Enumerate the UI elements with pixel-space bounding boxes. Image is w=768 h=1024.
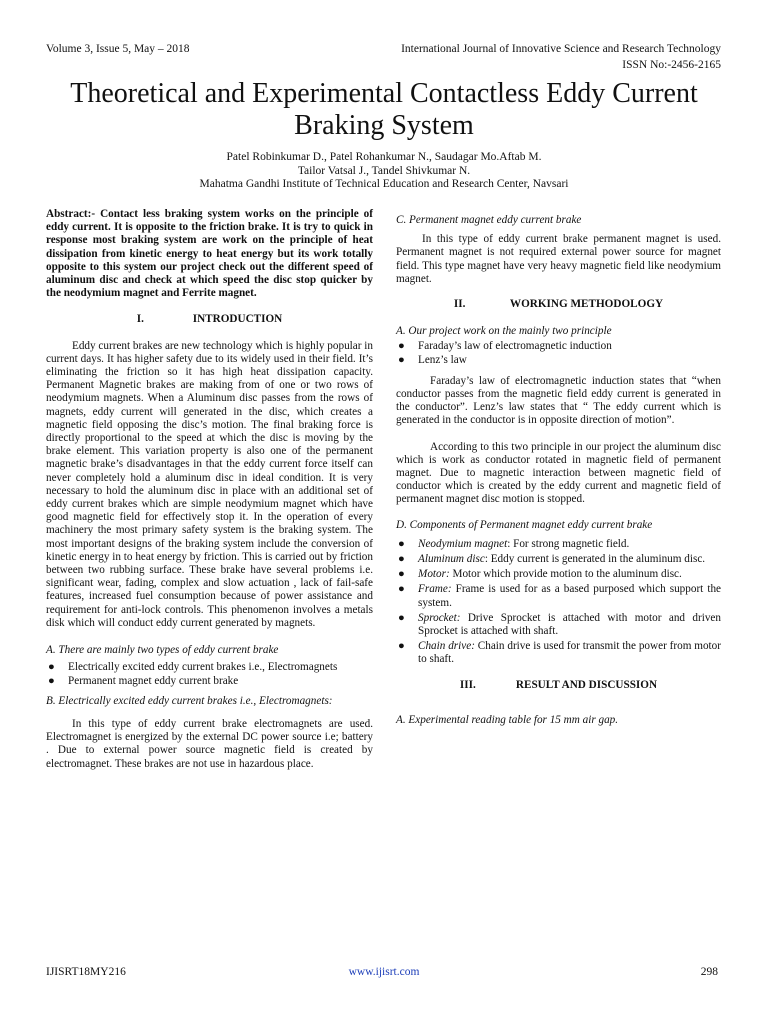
bullet-icon: ● (398, 568, 405, 581)
subsection-1b-heading: B. Electrically excited eddy current brakes i.e., Electromagnets: (46, 694, 333, 707)
list-item: ● Frame: Frame is used for as a based purposed which support the system. (398, 583, 721, 609)
bullet-icon: ● (48, 674, 55, 687)
list-item: ● Lenz’s law (398, 353, 467, 366)
electromagnet-paragraph: In this type of eddy current brake electromagnets are used. Electromagnet is energized by the external DC power source i.e; battery . Due to external power source magnetic field is created by electromagnet. These brakes are not use in hazardous place. (46, 717, 373, 770)
header-issn: ISSN No:-2456-2165 (622, 59, 721, 71)
section-1-title: INTRODUCTION (192, 313, 283, 326)
introduction-paragraph: Eddy current brakes are new technology which is highly popular in current days. It has higher safety due to its widely used in their field. It’s eliminating the friction so it has high heat dissipation capacity. Permanent Magnetic brakes are making from of one or two rows of neodymium magnets. When a Aluminum disc passes from the rows of magnets, eddy current will generated in the disc, which creates a magnetic field opposing the disc’s motion. The final braking force is directly proportional to the speed at which the disc is moving by the brake element. This variation property is also one of the permanent magnetic brake’s disadvantages in that the eddy current force itself can never completely hold a aluminum disc in ideal condition. It is very necessary to hold the aluminum disc in place with an additional set of eddy current brakes which are simple neodymium magnet which have good magnetic field for effectively stop it. In the operation of every machinery the most primary safety system is the braking system. The most important designs of the braking system include the conversion of kinetic energy in to heat energy by friction. This is carried out by friction between two rubbing surface. These brake have several problems i.e. significant wear, fading, complex and slow actuation , lack of fail-safe features, increased fuel consumption because of power assistance and requirement for anti-lock controls. This phenomenon involves a metals disk which will conduct eddy current generated by magnets. (46, 339, 373, 629)
footer-website-link[interactable]: www.ijisrt.com (348, 966, 420, 978)
list-item: ● Neodymium magnet: For strong magnetic field. (398, 537, 630, 550)
bullet-icon: ● (48, 661, 55, 674)
list-item: ● Faraday’s law of electromagnetic induction (398, 340, 612, 353)
section-2-heading (396, 298, 721, 311)
subsection-1c-heading: C. Permanent magnet eddy current brake (396, 214, 582, 226)
list-item: ● Chain drive: Chain drive is used for transmit the power from motor to shaft. (398, 640, 721, 666)
bullet-icon: ● (398, 611, 405, 624)
section-2-number: II. (453, 298, 466, 311)
authors-line-2: Tailor Vatsal J., Tandel Shivkumar N. (297, 164, 471, 177)
bullet-icon: ● (398, 537, 405, 550)
principle-paragraph: According to this two principle in our project the aluminum disc which is work as conductor rotated in magnetic field of permanent magnet. Due to magnetic interaction between magnetic field of conductor which is created by the eddy current and magnetic field of permanent magnet disc motion is stopped. (396, 440, 721, 506)
section-3-title: RESULT AND DISCUSSION (515, 678, 658, 691)
list-item: ● Permanent magnet eddy current brake (48, 674, 239, 687)
bullet-icon: ● (398, 583, 405, 596)
subsection-2d-heading: D. Components of Permanent magnet eddy current brake (396, 518, 653, 531)
authors-block (60, 151, 708, 192)
section-1-number: I. (136, 313, 144, 326)
section-3-heading (396, 679, 721, 692)
components-list (396, 538, 721, 667)
laws-paragraph: Faraday’s law of electromagnetic induction states that “when conductor passes from the magnetic field eddy current is generated in the conductor”. Lenz’s law states that “ The eddy current which is generated in the conductor is in opposite direction of motion”. (396, 374, 721, 427)
bullet-icon: ● (398, 353, 405, 366)
subsection-1a-heading: A. There are mainly two types of eddy current brake (46, 644, 279, 657)
footer-paper-id: IJISRT18MY216 (46, 966, 126, 978)
abstract-text: Contact less braking system works on the principle of eddy current. It is opposite to the friction brake. It is try to quick in response most braking system are work on the principle of heat dissipation from kinetic energy to heat energy but its work totally opposite to this system our project check out the different speed of aluminum disc and check at which speed the disc stop quicker by the neodymium magnet and Ferrite magnet. (46, 208, 374, 300)
footer-page-number: 298 (700, 966, 718, 978)
left-column (46, 208, 373, 771)
bullet-icon: ● (398, 640, 405, 653)
list-item: ● Aluminum disc: Eddy current is generated in the aluminum disc. (398, 553, 706, 566)
header-volume: Volume 3, Issue 5, May – 2018 (46, 43, 190, 55)
subsection-2a-heading: A. Our project work on the mainly two principle (396, 325, 612, 338)
bullet-icon: ● (398, 340, 405, 353)
affiliation: Mahatma Gandhi Institute of Technical Education and Research Center, Navsari (199, 178, 569, 190)
bullet-icon: ● (398, 553, 405, 566)
permanent-magnet-paragraph: In this type of eddy current brake permanent magnet is used. Permanent magnet is not required external power source for magnet field. This type magnet have very heavy magnetic field like neodymium magnet. (396, 233, 721, 285)
paper-title: Theoretical and Experimental Contactless Eddy Current Braking System (70, 78, 698, 141)
list-item: ● Electrically excited eddy current brakes i.e., Electromagnets (48, 661, 338, 674)
subsection-3a-heading: A. Experimental reading table for 15 mm air gap. (396, 713, 619, 726)
list-item: ● Sprocket: Drive Sprocket is attached with motor and driven Sprocket is attached with shaft. (398, 611, 721, 638)
brake-types-list (46, 661, 373, 687)
abstract (46, 208, 373, 300)
authors-line-1: Patel Robinkumar D., Patel Rohankumar N., Saudagar Mo.Aftab M. (226, 151, 542, 163)
section-1-heading (46, 313, 373, 326)
section-2-title: WORKING METHODOLOGY (509, 298, 664, 311)
right-column (396, 214, 721, 727)
abstract-label: Abstract:- (46, 208, 96, 220)
header-journal: International Journal of Innovative Science and Research Technology (401, 43, 721, 55)
section-3-number: III. (459, 678, 476, 691)
principles-list (396, 340, 721, 366)
list-item: ● Motor: Motor which provide motion to the aluminum disc. (398, 568, 682, 581)
